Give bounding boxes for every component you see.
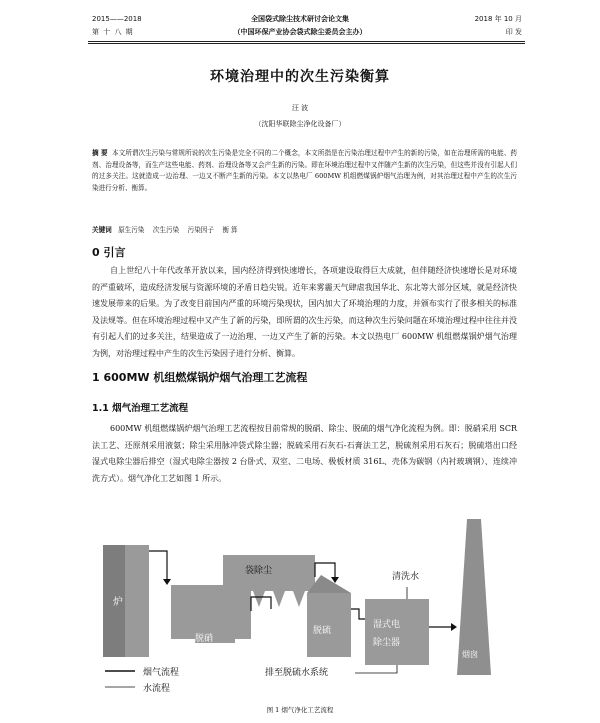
boiler-label: 炉 — [113, 597, 123, 608]
desulfurization-tower — [307, 593, 351, 657]
header-rule-thin — [88, 43, 525, 44]
wash-water-label: 清洗水 — [392, 572, 420, 582]
flow-diagram — [95, 515, 525, 700]
wet-esp-label-2: 除尘器 — [373, 638, 401, 648]
section-heading-introduction: 0 引言 — [92, 246, 126, 259]
header-date: 2018 年 10 月 — [474, 15, 522, 23]
paper-title: 环境治理中的次生污染衡算 — [210, 69, 390, 85]
hopper-3 — [273, 591, 285, 607]
header-journal-title: 全国袋式除尘技术研讨会论文集 — [251, 15, 349, 23]
header-journal-sponsor: （中国环保产业协会袋式除尘委员会主办） — [233, 28, 367, 36]
wet-esp-block — [365, 599, 429, 665]
header-rule — [88, 41, 525, 42]
header-issue-years: 2015——2018 — [92, 15, 142, 23]
introduction-paragraph: 自上世纪八十年代改革开放以来，国内经济得到快速增长，各项建设取得巨大成就，但伴随经济快速增长是对环境的严重破坏，造成经济发展与资源环境的矛盾日趋尖锐。近年来雾霾天气肆虐我国华北、东北等大部分区域，就是经济快速发展带来的后果。为了改变目前国内严重的环境污染现状，国内加大了环境治理的力度，并颁布实行了很多相关的标准及法规等。但在环境治理过程中又产生了新的污染，即所谓的次生污染，而这种次生污染问题在环境治理过程中往往并没有引起人们的过多关注，结果造成了一边治理、一边又产生了新的污染。本文以热电厂 600MW 机组燃煤锅炉烟气治理为例，对治理过程中产生的次生污染因子进行分析、衡算。 — [92, 266, 517, 358]
subsection-heading-flow: 1.1 烟气治理工艺流程 — [92, 403, 189, 414]
header-printed: 印 发 — [505, 28, 522, 36]
author-name: 汪 波 — [291, 104, 309, 112]
keywords — [92, 225, 517, 237]
bag-filter-label: 袋除尘 — [245, 566, 273, 576]
section-heading-process: 1 600MW 机组燃煤锅炉烟气治理工艺流程 — [92, 371, 308, 384]
hopper-4 — [293, 591, 305, 607]
abstract — [92, 148, 517, 194]
process-paragraph: 600MW 机组燃煤锅炉烟气治理工艺流程按目前常规的脱硝、除尘、脱硫的烟气净化流程为例。即：脱硝采用 SCR 法工艺、还原剂采用液氨；除尘采用脉冲袋式除尘器；脱硫采用石灰石-石膏法工艺，脱硫剂采用石灰石；脱硫塔出口经湿式电除尘器后排空（湿式电除尘器按 2 台卧式、双室、二电场、极板材质 316L、壳体为碳钢（内衬玻璃钢）、连续冲洗方式）。烟气净化工艺如图 1 所示。 — [92, 424, 517, 483]
desulfurization-label: 脱硫 — [313, 626, 332, 636]
wet-esp-label-1: 湿式电 — [373, 620, 401, 630]
author-affiliation: （沈阳华联除尘净化设备厂） — [254, 120, 346, 128]
hopper-2 — [253, 591, 265, 607]
figure-caption: 图 1 烟气净化工艺流程 — [266, 706, 334, 714]
keywords-text: 原生污染 次生污染 污染因子 衡 算 — [118, 226, 238, 234]
abstract-text: 本文所谓次生污染与常规所说的次生污染是完全不同的二个概念，本文所指是在污染治理过程中产生的新的污染，如在治理所需的电能、药剂、治理设备等，而生产这些电能、药剂、治理设备等又会产生新的污染。即在环境治理过程中又伴随产生新的次生污染，但这些并没有引起人们的过多关注。这就造成一边治理、一边又不断产生新的污染。本文以热电厂 600MW 机组燃煤锅炉烟气治理为例，对其治理过程中产生的次生污染进行分析、衡算。 — [92, 149, 518, 192]
chimney-label: 烟囱 — [462, 650, 478, 659]
denitration-label: 脱硝 — [195, 634, 214, 644]
abstract-label: 摘 要 — [92, 149, 108, 157]
legend-gas-label: 烟气流程 — [143, 668, 180, 678]
header-issue-number: 第 十 八 期 — [92, 28, 134, 36]
legend-water-label: 水流程 — [143, 684, 171, 694]
keywords-label: 关键词 — [92, 226, 112, 234]
drain-label: 排至脱硫水系统 — [265, 668, 329, 678]
